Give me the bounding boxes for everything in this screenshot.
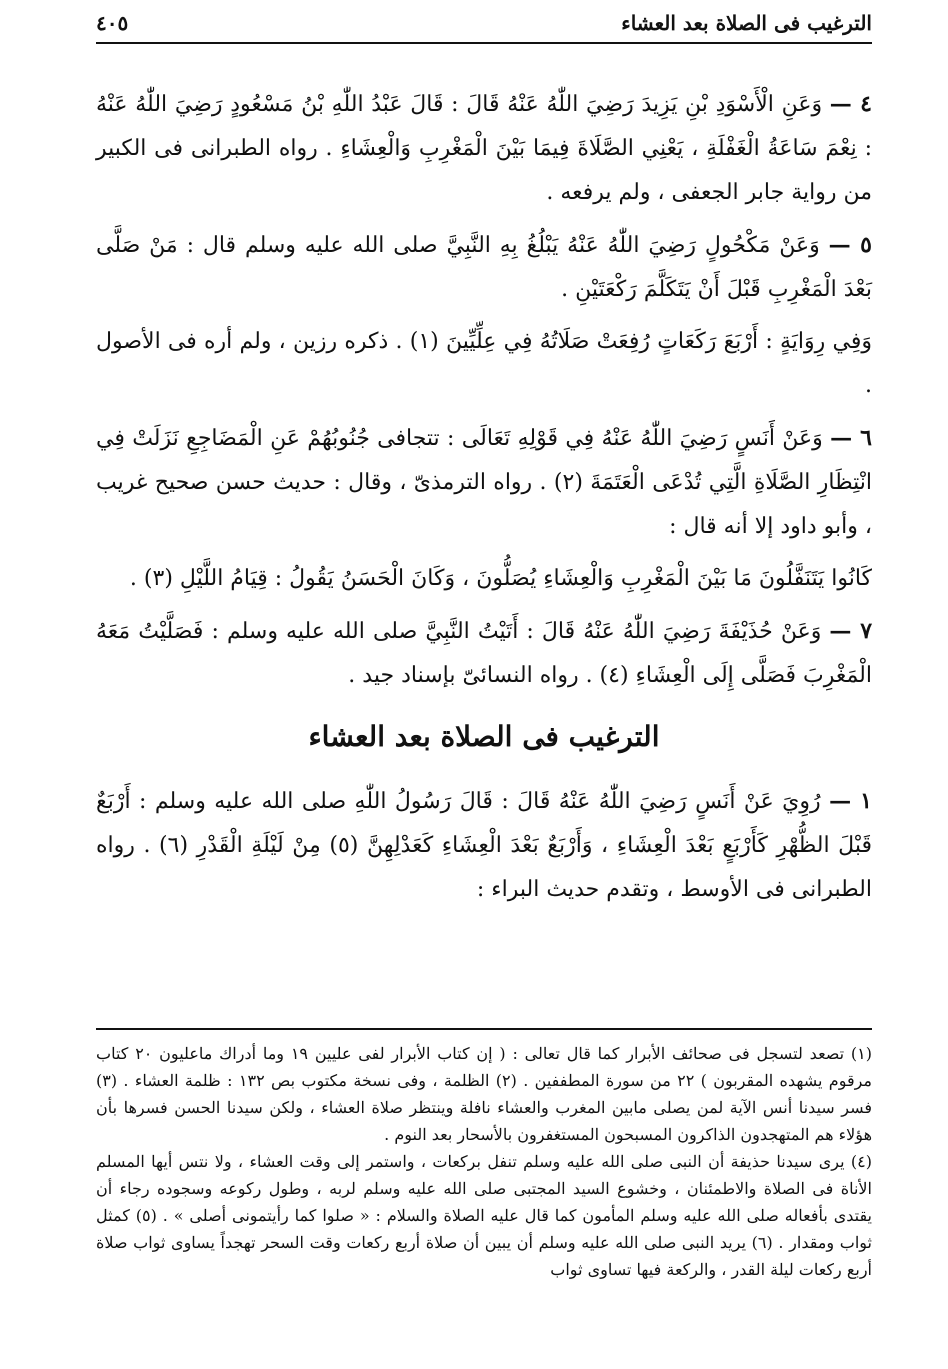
hadith-number: ٥ —: [828, 232, 872, 258]
footnotes: [96, 1040, 872, 1283]
footnote: (١) تصعد لتسجل فى صحائف الأبرار كما قال تعالى : ( إن كتاب الأبرار لفى عليين ١٩ وما أدراك ماعليون ٢٠ كتاب مرقوم يشهده المقربون ) ٢٢ من سورة المطففين . (٢) الظلمة ، وفى نسخة مكتوب بص ١٣٢ : ظلمة العشاء . (٣) فسر سيدنا أنس الآية لمن يصلى مابين المغرب والعشاء نافلة وينتظر صلاة العشاء ، ولكن سيدنا الحسن فسرها بأن هؤلاء هم المتهجدون الذاكرون المسبحون المستغفرون بالأسحار بعد النوم .: [96, 1044, 873, 1144]
hadith-number: ٦ —: [830, 425, 872, 451]
hadith-text: وَعَنْ مَكْحُولٍ رَضِيَ اللّٰهُ عَنْهُ يَبْلُغُ بِهِ النَّبِيَّ صلى الله عليه وسلم قال : مَنْ صَلَّى بَعْدَ الْمَغْرِبِ قَبْلَ أَنْ يَتَكَلَّمَ رَكْعَتَيْنِ .: [96, 233, 872, 302]
book-page: [96, 0, 872, 1369]
running-header: [96, 6, 872, 40]
hadith-text: وَعَنْ أَنَسٍ رَضِيَ اللّٰهُ عَنْهُ فِي قَوْلِهِ تَعَالَى : تتجافى جُنُوبُهُمْ عَنِ الْمَضَاجِعِ نَزَلَتْ فِي انْتِظَارِ الصَّلَاةِ الَّتِي تُدْعَى الْعَتَمَةَ (٢) . رواه الترمذىّ ، وقال : حديث حسن صحيح غريب ، وأبو داود إلا أنه قال :: [96, 426, 872, 539]
hadith-paragraph: [96, 223, 872, 312]
hadith-text: رُوِيَ عَنْ أَنَسٍ رَضِيَ اللّٰهُ عَنْهُ قَالَ : قَالَ رَسُولُ اللّٰهِ صلى الله عليه وسلم : أَرْبَعٌ قَبْلَ الظُّهْرِ كَأَرْبَعٍ بَعْدَ الْعِشَاءِ ، وَأَرْبَعٌ بَعْدَ الْعِشَاءِ كَعَدْلِهِنَّ (٥) مِنْ لَيْلَةِ الْقَدْرِ (٦) . رواه الطبرانى فى الأوسط ، وتقدم حديث البراء :: [96, 789, 872, 902]
footnote-rule: [96, 1028, 872, 1030]
page-number: ٤٠٥: [96, 11, 129, 35]
hadith-number: ٧ —: [829, 618, 873, 644]
hadith-paragraph: [96, 82, 872, 215]
hadith-text: كَانُوا يَتَنَفَّلُونَ مَا بَيْنَ الْمَغْرِبِ وَالْعِشَاءِ يُصَلُّونَ ، وَكَانَ الْحَسَنُ يَقُولُ : قِيَامُ اللَّيْلِ (٣) .: [129, 566, 872, 591]
hadith-text: وَعَنِ الْأَسْوَدِ بْنِ يَزِيدَ رَضِيَ اللّٰهُ عَنْهُ قَالَ : قَالَ عَبْدُ اللّٰهِ بْنُ مَسْعُودٍ رَضِيَ اللّٰهُ عَنْهُ : نِعْمَ سَاعَةُ الْغَفْلَةِ ، يَعْنِي الصَّلَاةَ فِيمَا بَيْنَ الْمَغْرِبِ وَالْعِشَاءِ . رواه الطبرانى فى الكبير من رواية جابر الجعفى ، ولم يرفعه .: [96, 92, 872, 205]
section-title: الترغيب فى الصلاة بعد العشاء: [308, 720, 660, 753]
hadith-paragraph: [96, 609, 872, 698]
hadith-paragraph: [96, 779, 872, 912]
hadith-text: وَفِي رِوَايَةٍ : أَرْبَعَ رَكَعَاتٍ رُفِعَتْ صَلَاتُهُ فِي عِلِّيِّينَ (١) . ذكره رزين ، ولم أره فى الأصول .: [96, 329, 872, 398]
hadith-paragraph: [96, 320, 872, 408]
running-title: الترغيب فى الصلاة بعد العشاء: [621, 11, 872, 35]
hadith-number: ١ —: [829, 788, 872, 814]
hadith-text: وَعَنْ حُذَيْفَةَ رَضِيَ اللّٰهُ عَنْهُ قَالَ : أَتَيْتُ النَّبِيَّ صلى الله عليه وسلم : فَصَلَّيْتُ مَعَهُ الْمَغْرِبَ فَصَلَّى إِلَى الْعِشَاءِ (٤) . رواه النسائىّ بإسناد جيد .: [96, 619, 872, 688]
hadith-paragraph: [96, 416, 872, 549]
hadith-number: ٤ —: [829, 91, 872, 117]
main-text: [96, 82, 872, 920]
hadith-paragraph: [96, 557, 872, 601]
footnote: (٤) يرى سيدنا حذيفة أن النبى صلى الله عليه وسلم تنفل بركعات ، واستمر إلى وقت العشاء ، ولا نتس أيها المسلم الأناة فى الصلاة والاطمئنان ، وخشوع السيد المجتبى صلى الله عليه وسلم لربه ، وطول ركوعه وسجوده رجاء أن يقتدى بأفعاله صلى الله عليه وسلم المأمون كما قال عليه الصلاة والسلام : « صلوا كما رأيتمونى أصلى » . (٥) كمثل ثواب ومقدار . (٦) يريد النبى صلى الله عليه وسلم أن يبين أن صلاة أربع ركعات وقت السحر تهجداً يساوى ثواب صلاة أربع ركعات ليلة القدر ، والركعة فيها تساوى ثواب: [96, 1152, 873, 1279]
header-rule: [96, 42, 872, 44]
